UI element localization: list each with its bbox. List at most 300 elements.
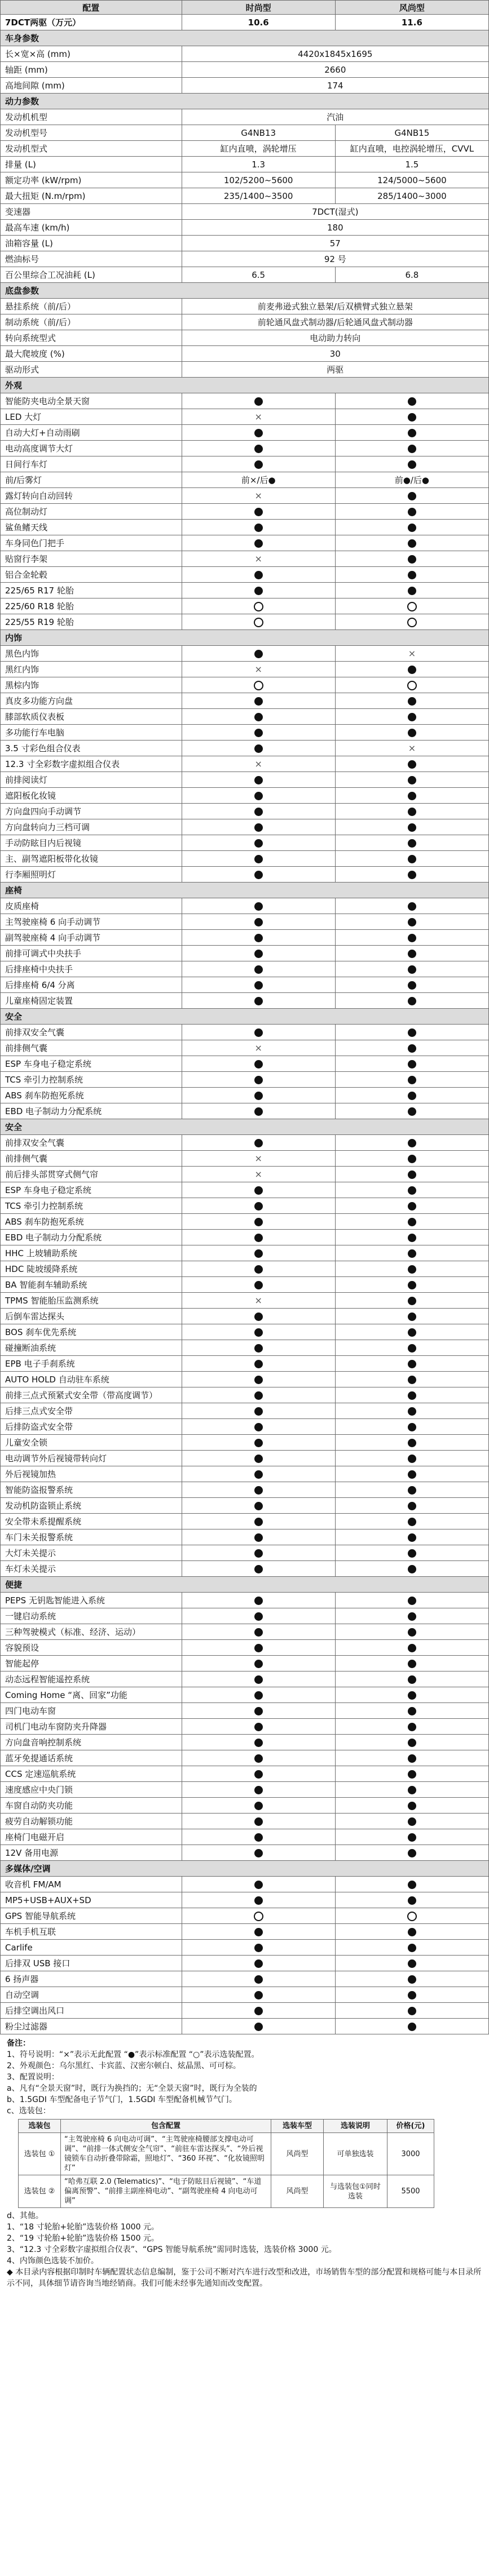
table-row (1, 1451, 489, 1466)
table-row (1, 551, 489, 567)
table-row (1, 1293, 489, 1309)
standard-dot-icon (254, 855, 263, 863)
row-value-trim-2 (335, 2019, 488, 2034)
row-value-trim-2 (335, 1924, 488, 1940)
row-value-trim-2 (335, 583, 488, 598)
row-label: 主驾驶座椅 6 向手动调节 (1, 914, 182, 930)
table-row (1, 1766, 489, 1782)
standard-dot-icon (254, 792, 263, 800)
standard-dot-icon (254, 1896, 263, 1905)
row-value-trim-1: 1.3 (182, 157, 335, 172)
row-value-trim-1 (182, 1245, 335, 1261)
row-value-trim-1 (182, 614, 335, 630)
standard-dot-icon (408, 1707, 416, 1715)
row-value-trim-2 (335, 1703, 488, 1719)
row-label: 百公里综合工况油耗 (L) (1, 267, 182, 283)
standard-dot-icon (254, 1770, 263, 1779)
standard-dot-icon (408, 1691, 416, 1700)
standard-dot-icon (408, 1107, 416, 1116)
standard-dot-icon (408, 918, 416, 926)
standard-dot-icon (408, 1849, 416, 1857)
standard-dot-icon (254, 1849, 263, 1857)
table-row (1, 1750, 489, 1766)
standard-dot-icon (408, 1202, 416, 1211)
optional-circle-icon (254, 681, 263, 690)
standard-dot-icon (408, 1028, 416, 1037)
row-value-trim-2 (335, 1230, 488, 1245)
standard-dot-icon (408, 1723, 416, 1731)
option-header: 选装包 (19, 2120, 61, 2133)
row-value-trim-2 (335, 1072, 488, 1088)
row-value-trim-2 (335, 1056, 488, 1072)
row-label: 车灯未关提示 (1, 1561, 182, 1577)
row-value-trim-2: 124/5000~5600 (335, 172, 488, 188)
table-row (1, 1419, 489, 1435)
row-value-trim-2 (335, 1640, 488, 1656)
row-label: 驱动形式 (1, 362, 182, 378)
row-value-trim-2: 1.5 (335, 157, 488, 172)
row-label: 电动高度调节大灯 (1, 441, 182, 456)
row-value-trim-1 (182, 1198, 335, 1214)
table-row (1, 1103, 489, 1119)
row-label: 3.5 寸彩色组合仪表 (1, 741, 182, 756)
table-row (1, 1940, 489, 1956)
standard-dot-icon (254, 1565, 263, 1573)
row-label: 发动机型式 (1, 141, 182, 157)
table-row (1, 1482, 489, 1498)
row-value-trim-1 (182, 1088, 335, 1103)
table-row (1, 1072, 489, 1088)
table-row (1, 1671, 489, 1687)
row-label: 方向盘音响控制系统 (1, 1735, 182, 1750)
row-value-trim-2 (335, 1293, 488, 1309)
row-label: 最大扭矩 (N.m/rpm) (1, 188, 182, 204)
option-header: 价格(元) (387, 2120, 434, 2133)
row-value-trim-2 (335, 1829, 488, 1845)
table-row (1, 1151, 489, 1167)
row-label: 前/后雾灯 (1, 472, 182, 488)
row-value-trim-2 (335, 1971, 488, 1987)
row-value-trim-2 (335, 598, 488, 614)
table-row (1, 1924, 489, 1940)
standard-dot-icon (254, 1202, 263, 1211)
standard-dot-icon (408, 492, 416, 500)
table-row (1, 1529, 489, 1545)
table-row (1, 898, 489, 914)
row-value-trim-1 (182, 1703, 335, 1719)
row-label: PEPS 无钥匙智能进入系统 (1, 1593, 182, 1608)
standard-dot-icon (408, 524, 416, 532)
standard-dot-icon (254, 1092, 263, 1100)
table-row (1, 1593, 489, 1608)
row-label: 高位制动灯 (1, 504, 182, 520)
row-value-trim-1 (182, 583, 335, 598)
row-value-trim-2 (335, 709, 488, 725)
row-value-trim-1 (182, 1671, 335, 1687)
table-row (1, 2003, 489, 2019)
row-value-trim-2 (335, 804, 488, 819)
row-value-trim-2 (335, 1451, 488, 1466)
standard-dot-icon (408, 1896, 416, 1905)
standard-dot-icon (254, 713, 263, 721)
table-row (1, 1167, 489, 1182)
table-row (1, 1230, 489, 1245)
row-label: 前后排头部贯穿式侧气帘 (1, 1167, 182, 1182)
row-value-trim-2: 6.8 (335, 267, 488, 283)
table-row (1, 930, 489, 946)
row-value-trim-1 (182, 504, 335, 520)
row-label: 燃油标号 (1, 251, 182, 267)
row-value-trim-1 (182, 1529, 335, 1545)
section-title: 内饰 (1, 630, 489, 646)
table-row (1, 1608, 489, 1624)
standard-dot-icon (408, 397, 416, 406)
standard-dot-icon (408, 555, 416, 564)
row-value-trim-1 (182, 1971, 335, 1987)
row-value-trim-2 (335, 2003, 488, 2019)
row-value-trim-2 (335, 977, 488, 993)
row-value-trim-2 (335, 1482, 488, 1498)
standard-dot-icon (254, 697, 263, 706)
row-label: 铝合金轮毂 (1, 567, 182, 583)
row-value-trim-2 (335, 1088, 488, 1103)
standard-dot-icon (254, 729, 263, 737)
standard-dot-icon (408, 1739, 416, 1747)
row-value-trim-1 (182, 851, 335, 867)
standard-dot-icon (408, 1170, 416, 1179)
table-row (1, 1214, 489, 1230)
row-value-trim-2 (335, 867, 488, 883)
standard-dot-icon (408, 1675, 416, 1684)
table-header (1, 1, 489, 15)
standard-dot-icon (408, 1092, 416, 1100)
standard-dot-icon (408, 1455, 416, 1463)
row-value-trim-2 (335, 1372, 488, 1387)
standard-dot-icon (408, 1881, 416, 1889)
standard-dot-icon (254, 1533, 263, 1542)
row-value-trim-2 (335, 1940, 488, 1956)
row-label: 智能防盗报警系统 (1, 1482, 182, 1498)
standard-dot-icon (254, 1502, 263, 1510)
row-value-trim-1 (182, 1814, 335, 1829)
row-value-trim-1 (182, 1892, 335, 1908)
row-value-trim-1 (182, 535, 335, 551)
table-row (1, 299, 489, 314)
row-value-trim-1 (182, 1719, 335, 1735)
row-value-trim-1 (182, 1025, 335, 1040)
option-cell-price: 5500 (387, 2175, 434, 2208)
standard-dot-icon (408, 1139, 416, 1147)
standard-dot-icon (254, 918, 263, 926)
row-label: 车窗自动防夹功能 (1, 1798, 182, 1814)
row-label: 主、副驾遮阳板带化妆镜 (1, 851, 182, 867)
row-value-trim-2 (335, 1466, 488, 1482)
row-value-trim-2 (335, 946, 488, 961)
row-value-trim-2 (335, 535, 488, 551)
row-value-trim-1: 102/5200~5600 (182, 172, 335, 188)
row-value-trim-1: 缸内直喷，涡轮增压 (182, 141, 335, 157)
row-value-trim-1 (182, 741, 335, 756)
standard-dot-icon (254, 1644, 263, 1652)
row-value-trim-1: 6.5 (182, 267, 335, 283)
table-row (1, 1971, 489, 1987)
standard-dot-icon (254, 397, 263, 406)
option-header-row (19, 2120, 434, 2133)
section-title: 安全 (1, 1119, 489, 1135)
note-line: 1、“18 寸轮胎+轮胎”选装价格 1000 元。 (7, 2223, 159, 2232)
standard-dot-icon (408, 2023, 416, 2031)
standard-dot-icon (254, 524, 263, 532)
standard-dot-icon (254, 1928, 263, 1936)
row-value-trim-1 (182, 1230, 335, 1245)
note-line: d、其他。 (7, 2211, 43, 2220)
standard-dot-icon (408, 413, 416, 422)
row-value-trim-2 (335, 819, 488, 835)
table-row (1, 393, 489, 409)
row-label: 鲨鱼鳍天线 (1, 520, 182, 535)
row-value-trim-1 (182, 1040, 335, 1056)
row-value-trim-2 (335, 725, 488, 741)
section-header (1, 1861, 489, 1877)
row-label: TCS 牵引力控制系统 (1, 1198, 182, 1214)
standard-dot-icon (408, 1502, 416, 1510)
table-row (1, 535, 489, 551)
row-value-trim-1 (182, 1451, 335, 1466)
table-row (1, 1719, 489, 1735)
option-cell-content: “主驾驶座椅 6 向电动可调”、“主驾驶座椅腰部支撑电动可调”、“前排一体式侧安全气帘”、“前驻车雷达探头”、“外后视镜锁车自动折叠带除霜，照地灯”、“360 环视”、“化妆镜照明灯” (61, 2133, 271, 2175)
row-value-trim-2 (335, 1340, 488, 1356)
row-label: 长×宽×高 (mm) (1, 46, 182, 62)
row-label: AUTO HOLD 自动驻车系统 (1, 1372, 182, 1387)
standard-dot-icon (408, 1186, 416, 1195)
row-value-trim-2 (335, 1419, 488, 1435)
standard-dot-icon (408, 1644, 416, 1652)
not-available-icon: × (254, 1169, 262, 1180)
row-value-trim-2 (335, 788, 488, 804)
table-row (1, 1387, 489, 1403)
row-value-trim-1 (182, 693, 335, 709)
row-label: ESP 车身电子稳定系统 (1, 1182, 182, 1198)
standard-dot-icon (254, 1234, 263, 1242)
standard-dot-icon (254, 1423, 263, 1431)
standard-dot-icon (254, 429, 263, 437)
table-row (1, 409, 489, 425)
table-row (1, 1356, 489, 1372)
row-label: 黑色内饰 (1, 646, 182, 662)
row-value-trim-1 (182, 930, 335, 946)
option-cell-desc: 与选装包①同时选装 (324, 2175, 387, 2208)
row-value-trim-1 (182, 1782, 335, 1798)
row-label: EBD 电子制动力分配系统 (1, 1103, 182, 1119)
table-row (1, 1245, 489, 1261)
row-value-trim-1 (182, 1608, 335, 1624)
notes-title: 备注： (7, 2039, 30, 2048)
table-row (1, 772, 489, 788)
row-value-trim-2 (335, 1324, 488, 1340)
row-value-trim-1 (182, 441, 335, 456)
standard-dot-icon (408, 1754, 416, 1763)
standard-dot-icon (408, 950, 416, 958)
row-label: 12V 备用电源 (1, 1845, 182, 1861)
standard-dot-icon (408, 823, 416, 832)
row-value-trim-1 (182, 1750, 335, 1766)
table-row (1, 425, 489, 441)
table-row (1, 1908, 489, 1924)
note-line: 4、内饰颜色选装不加价。 (7, 2256, 99, 2265)
row-value-trim-1 (182, 1987, 335, 2003)
standard-dot-icon (408, 1313, 416, 1321)
section-title: 车身参数 (1, 30, 489, 46)
table-row (1, 1782, 489, 1798)
standard-dot-icon (408, 2007, 416, 2015)
standard-dot-icon (408, 1391, 416, 1400)
standard-dot-icon (254, 1660, 263, 1668)
standard-dot-icon (254, 1328, 263, 1337)
row-value-trim-1 (182, 409, 335, 425)
row-label: 速度感应中央门锁 (1, 1782, 182, 1798)
standard-dot-icon (254, 808, 263, 816)
table-row (1, 1656, 489, 1671)
row-value-trim-2 (335, 1435, 488, 1451)
row-label: 前排阅读灯 (1, 772, 182, 788)
row-value-trim-2 (335, 1387, 488, 1403)
standard-dot-icon (408, 760, 416, 769)
table-row (1, 756, 489, 772)
row-label: 三种驾驶模式（标准、经济、运动） (1, 1624, 182, 1640)
standard-dot-icon (254, 744, 263, 753)
standard-dot-icon (408, 1297, 416, 1305)
option-row (19, 2133, 434, 2175)
table-row (1, 251, 489, 267)
standard-dot-icon (408, 981, 416, 990)
section-header (1, 283, 489, 299)
row-value-trim-2 (335, 1545, 488, 1561)
row-value-trim-2 (335, 1593, 488, 1608)
standard-dot-icon (254, 1628, 263, 1637)
standard-dot-icon (408, 1928, 416, 1936)
standard-dot-icon (254, 1360, 263, 1368)
standard-dot-icon (408, 1265, 416, 1274)
table-row (1, 709, 489, 725)
row-label: 最高车速 (km/h) (1, 220, 182, 236)
note-line: 3、“12.3 寸全彩数字虚拟组合仪表”、“GPS 智能导航系统”需同时选装，选装价格 3000 元。 (7, 2245, 337, 2254)
standard-dot-icon (254, 2023, 263, 2031)
row-value-trim-1 (182, 1182, 335, 1198)
header-config: 配置 (1, 1, 182, 15)
section-header (1, 1577, 489, 1593)
table-row (1, 1340, 489, 1356)
row-label: 高地间隙 (mm) (1, 78, 182, 94)
not-available-icon: × (254, 1043, 262, 1053)
table-row (1, 188, 489, 204)
standard-dot-icon (254, 1139, 263, 1147)
row-value-trim-2 (335, 1498, 488, 1514)
row-value-trim-1 (182, 1214, 335, 1230)
row-label: 悬挂系统（前/后） (1, 299, 182, 314)
row-label: 粉尘过滤器 (1, 2019, 182, 2034)
standard-dot-icon (254, 508, 263, 516)
row-value-trim-2 (335, 1135, 488, 1151)
standard-dot-icon (408, 1549, 416, 1558)
row-value-trim-2 (335, 1687, 488, 1703)
table-row (1, 567, 489, 583)
standard-dot-icon (408, 1407, 416, 1416)
not-available-icon: × (254, 664, 262, 675)
table-row (1, 1135, 489, 1151)
table-row (1, 1324, 489, 1340)
not-available-icon: × (254, 759, 262, 769)
option-package-table (18, 2119, 434, 2208)
row-value-trim-1 (182, 1277, 335, 1293)
standard-dot-icon (254, 823, 263, 832)
standard-dot-icon (254, 1218, 263, 1226)
row-value-trim-1 (182, 1561, 335, 1577)
table-row (1, 1703, 489, 1719)
row-value-trim-2 (335, 1103, 488, 1119)
table-row (1, 725, 489, 741)
row-label: 方向盘转向力三档可调 (1, 819, 182, 835)
standard-dot-icon (254, 1265, 263, 1274)
row-value-trim-1 (182, 1908, 335, 1924)
row-value-trim-2 (335, 961, 488, 977)
table-row (1, 1088, 489, 1103)
table-row (1, 946, 489, 961)
table-row (1, 1514, 489, 1529)
table-row (1, 362, 489, 378)
row-label: 自动大灯+自动雨刷 (1, 425, 182, 441)
standard-dot-icon (408, 429, 416, 437)
standard-dot-icon (254, 1723, 263, 1731)
row-value-trim-2 (335, 1214, 488, 1230)
standard-dot-icon (254, 1991, 263, 1999)
table-row (1, 1056, 489, 1072)
row-label: 疲劳自动解锁功能 (1, 1814, 182, 1829)
row-value-trim-2 (335, 1529, 488, 1545)
standard-dot-icon (254, 1470, 263, 1479)
standard-dot-icon (408, 1281, 416, 1289)
standard-dot-icon (254, 871, 263, 879)
standard-dot-icon (408, 713, 416, 721)
row-value-trim-1 (182, 1924, 335, 1940)
optional-circle-icon (407, 1912, 417, 1921)
table-row (1, 1956, 489, 1971)
standard-dot-icon (408, 1423, 416, 1431)
row-value-trim-1 (182, 1545, 335, 1561)
row-value-trim-2 (335, 1798, 488, 1814)
standard-dot-icon (254, 571, 263, 579)
row-value-trim-1 (182, 520, 335, 535)
standard-dot-icon (408, 1660, 416, 1668)
option-row (19, 2175, 434, 2208)
row-value-trim-1 (182, 1498, 335, 1514)
row-value-trim-2: 缸内直喷，电控涡轮增压，CVVL (335, 141, 488, 157)
row-value-trim-1 (182, 1877, 335, 1892)
table-row (1, 741, 489, 756)
standard-dot-icon (408, 776, 416, 784)
row-label: 6 扬声器 (1, 1971, 182, 1987)
standard-dot-icon (254, 1739, 263, 1747)
row-value-trim-1 (182, 1640, 335, 1656)
table-row (1, 504, 489, 520)
table-row (1, 1040, 489, 1056)
row-value-trim-1 (182, 709, 335, 725)
standard-dot-icon (254, 902, 263, 911)
row-value-trim-2 (335, 441, 488, 456)
row-label: Coming Home “离、回家”功能 (1, 1687, 182, 1703)
standard-dot-icon (408, 871, 416, 879)
row-value-trim-1 (182, 1482, 335, 1498)
standard-dot-icon (408, 1533, 416, 1542)
